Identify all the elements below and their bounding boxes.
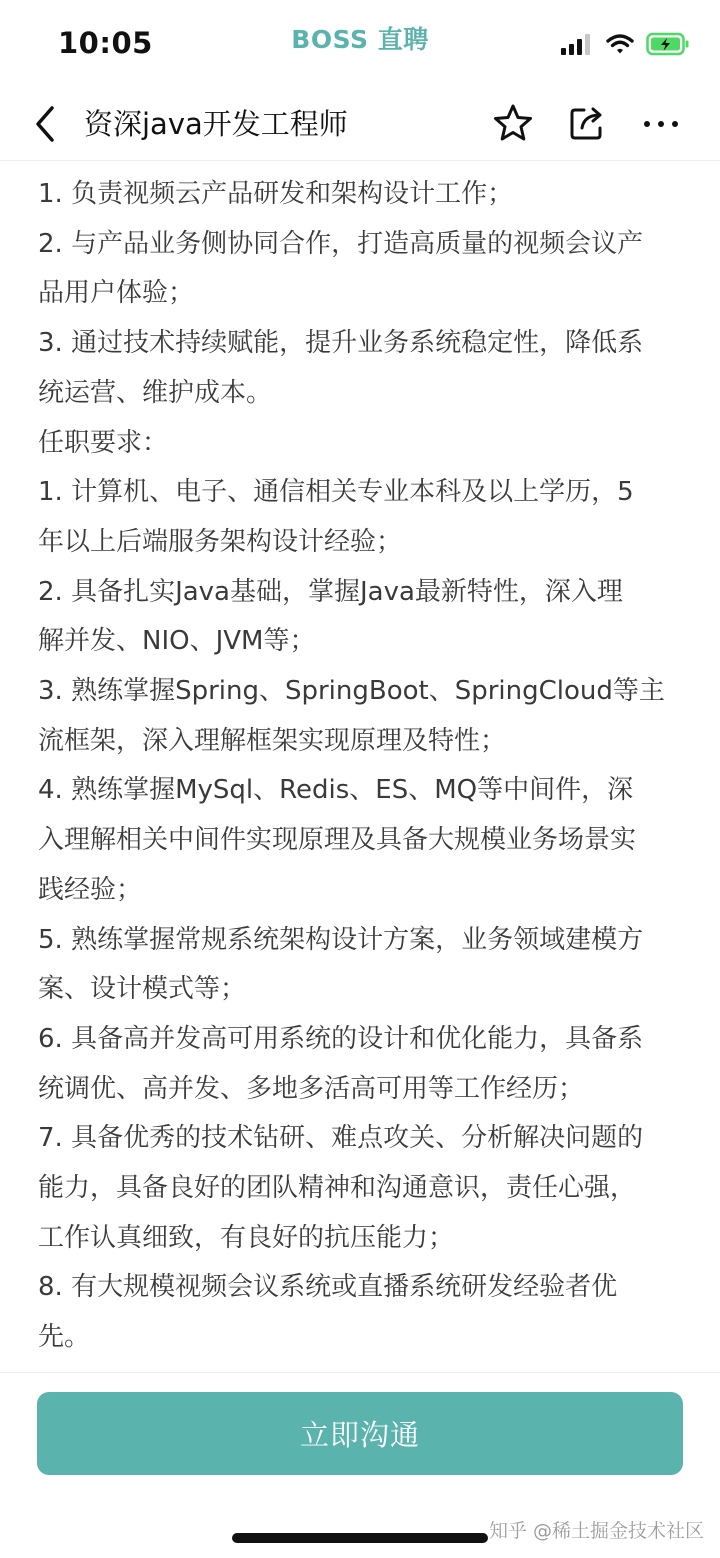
- description-line: 5. 熟练掌握常规系统架构设计方案，业务领域建模方: [38, 924, 644, 955]
- description-line: 案、设计模式等；: [38, 974, 247, 1005]
- description-line: 品用户体验；: [38, 278, 195, 309]
- job-description: [38, 170, 688, 1363]
- back-icon[interactable]: [30, 104, 64, 144]
- chat-now-button[interactable]: 立即沟通: [37, 1392, 683, 1475]
- description-line: 3. 通过技术持续赋能，提升业务系统稳定性，降低系: [38, 328, 644, 359]
- nav-bar: [0, 88, 720, 161]
- description-line: 流框架，深入理解框架实现原理及特性；: [38, 725, 507, 756]
- description-line: 3. 熟练掌握Spring、SpringBoot、SpringCloud等主: [38, 676, 665, 707]
- description-line: 6. 具备高并发高可用系统的设计和优化能力，具备系: [38, 1023, 644, 1054]
- star-icon[interactable]: [492, 102, 534, 144]
- signal-icon: [560, 33, 594, 55]
- description-line: 工作认真细致，有良好的抗压能力；: [38, 1222, 455, 1253]
- description-line: 8. 有大规模视频会议系统或直播系统研发经验者优: [38, 1272, 618, 1303]
- app-brand: BOSS 直聘: [291, 25, 429, 54]
- description-line: 1. 负责视频云产品研发和架构设计工作；: [38, 179, 514, 209]
- description-line: 1. 计算机、电子、通信相关专业本科及以上学历，5: [38, 477, 634, 508]
- more-icon[interactable]: [640, 110, 682, 138]
- wifi-icon: [606, 33, 634, 55]
- description-line: 入理解相关中间件实现原理及具备大规模业务场景实: [38, 825, 637, 856]
- status-bar: [0, 0, 720, 88]
- footer-divider: [0, 1372, 720, 1373]
- description-line: 统调优、高并发、多地多活高可用等工作经历；: [38, 1073, 585, 1104]
- description-line: 统运营、维护成本。: [38, 377, 273, 408]
- page-title: 资深java开发工程师: [84, 107, 348, 141]
- description-line: 年以上后端服务架构设计经验；: [38, 526, 403, 557]
- description-line: 践经验；: [38, 874, 143, 905]
- description-line: 4. 熟练掌握MySql、Redis、ES、MQ等中间件，深: [38, 775, 634, 806]
- description-line: 2. 具备扎实Java基础，掌握Java最新特性，深入理: [38, 576, 623, 607]
- battery-icon: [646, 32, 690, 56]
- description-line: 解并发、NIO、JVM等；: [38, 626, 316, 657]
- home-indicator[interactable]: [232, 1533, 488, 1543]
- status-time: 10:05: [58, 26, 153, 60]
- watermark: 知乎 @稀土掘金技术社区: [488, 1520, 704, 1542]
- status-icons: [560, 32, 690, 56]
- description-line: 2. 与产品业务侧协同合作，打造高质量的视频会议产: [38, 228, 644, 259]
- description-line: 能力，具备良好的团队精神和沟通意识，责任心强，: [38, 1173, 637, 1204]
- description-line: 先。: [38, 1322, 91, 1353]
- requirements-heading: 任职要求：: [38, 427, 169, 458]
- description-line: 7. 具备优秀的技术钻研、难点攻关、分析解决问题的: [38, 1123, 644, 1154]
- share-icon[interactable]: [566, 102, 608, 144]
